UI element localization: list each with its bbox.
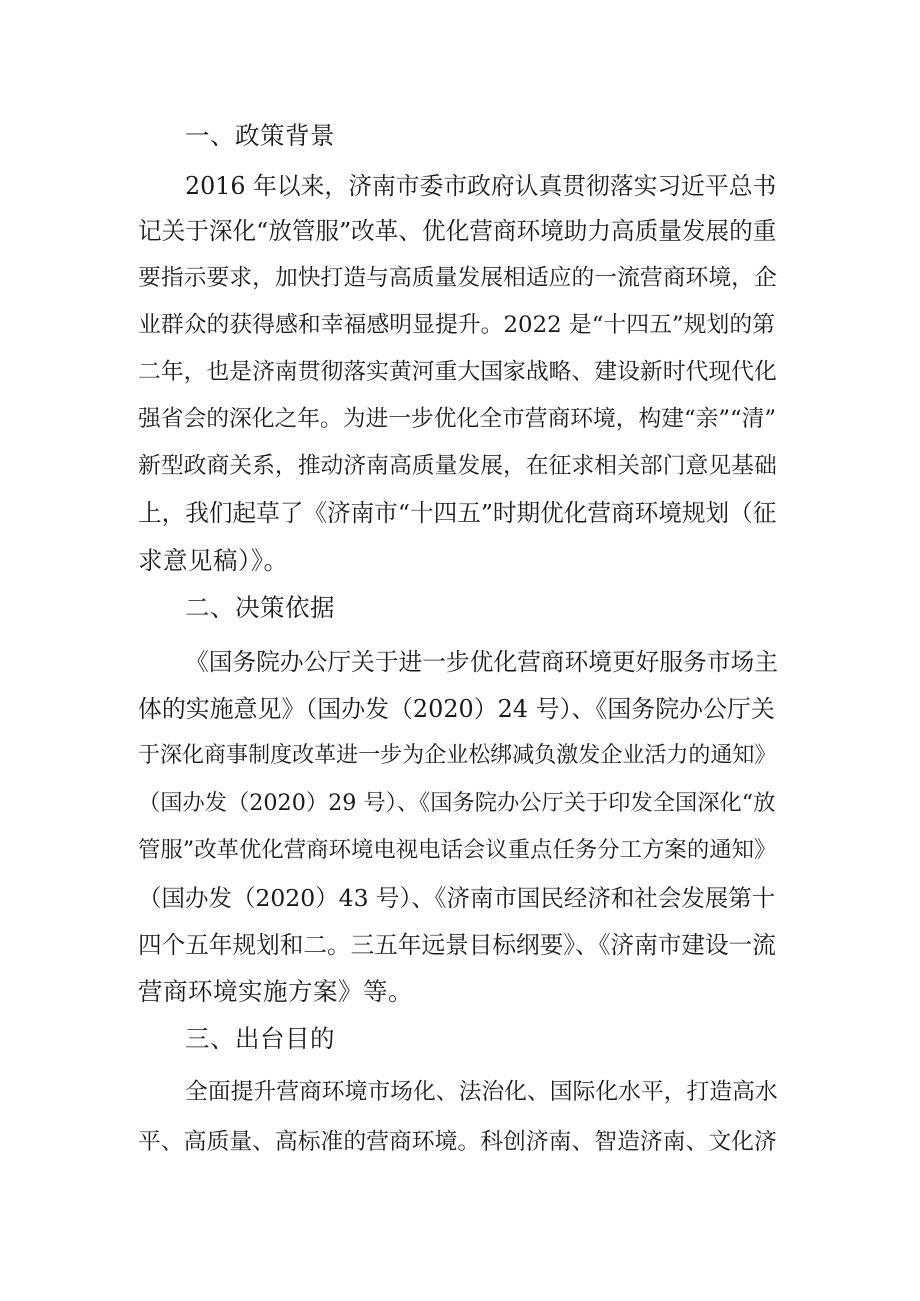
paragraph-line: 《国务院办公厅关于进一步优化营商环境更好服务市场主 [185, 648, 778, 676]
paragraph-line: 平、高质量、高标准的营商环境。科创济南、智造济南、文化济 [138, 1129, 777, 1155]
section-heading-purpose: 三、出台目的 [185, 1024, 335, 1053]
paragraph-line: 营商环境实施方案》等。 [138, 977, 413, 1006]
section-heading-decision-basis: 二、决策依据 [185, 593, 335, 622]
paragraph-line: 体的实施意见》（国办发（2020）24 号）、《国务院办公厅关 [138, 695, 775, 723]
paragraph-line: 二年，也是济南贯彻落实黄河重大国家战略、建设新时代现代化 [138, 359, 777, 385]
paragraph-line: 强省会的深化之年。为进一步优化全市营商环境，构建“亲”“清” [138, 406, 777, 432]
paragraph-line: 求意见稿）》。 [138, 546, 289, 575]
paragraph-line: 业群众的获得感和幸福感明显提升。2022 是“十四五”规划的第 [138, 312, 776, 338]
paragraph-line: （国办发（2020）43 号）、《济南市国民经济和社会发展第十 [138, 884, 776, 912]
section-heading-policy-background: 一、政策背景 [185, 121, 335, 150]
paragraph-line: （国办发（2020）29 号）、《国务院办公厅关于印发全国深化“放 [138, 790, 776, 816]
paragraph-line: 全面提升营商环境市场化、法治化、国际化水平，打造高水 [185, 1079, 778, 1105]
paragraph-line: 要指示要求，加快打造与高质量发展相适应的一流营商环境，企 [138, 265, 777, 291]
paragraph-line: 记关于深化“放管服”改革、优化营商环境助力高质量发展的重 [138, 217, 777, 245]
paragraph-line: 2016 年以来，济南市委市政府认真贯彻落实习近平总书 [185, 172, 777, 200]
paragraph-line: 四个五年规划和二。三五年远景目标纲要》、《济南市建设一流 [138, 931, 776, 959]
paragraph-line: 管服”改革优化营商环境电视电话会议重点任务分工方案的通知》 [138, 837, 777, 863]
paragraph-line: 于深化商事制度改革进一步为企业松绑减负激发企业活力的通知》 [138, 743, 777, 768]
paragraph-line: 新型政商关系，推动济南高质量发展，在征求相关部门意见基础 [138, 453, 777, 479]
paragraph-line: 上，我们起草了《济南市“十四五”时期优化营商环境规划（征 [138, 499, 777, 527]
